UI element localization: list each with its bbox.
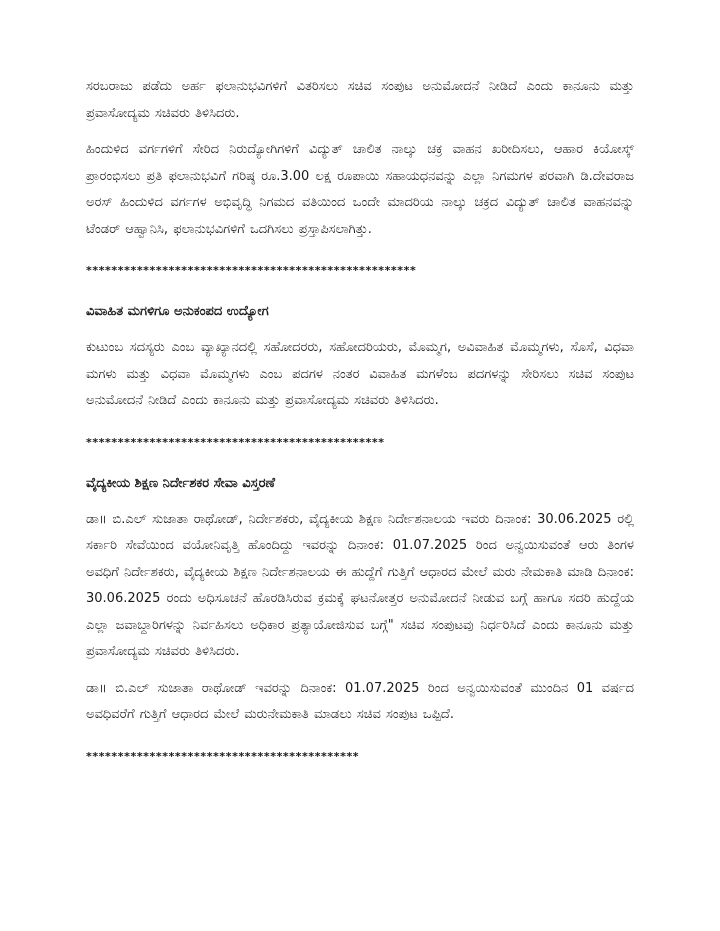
paragraph-one-year-contract: ಡಾ॥ ಬಿ.ಎಲ್ ಸುಜಾತಾ ರಾಥೋಡ್ ಇವರನ್ನು ದಿನಾಂಕ: 01.07.2025 ರಿಂದ ಅನ್ವಯಿಸುವಂತೆ ಮುಂದಿನ 01 ವರ್ಷದ ಅವಧಿವರೆಗೆ ಗುತ್ತಿಗೆ ಆಧಾರದ ಮೇಲೆ ಮರುನೇಮಕಾತಿ ಮಾಡಲು ಸಚಿವ ಸಂಪುಟ ಒಪ್ಪಿದೆ. bbox=[86, 680, 634, 722]
heading-married-daughter-compassionate-job: ವಿವಾಹಿತ ಮಗಳಿಗೂ ಅನುಕಂಪದ ಉದ್ಯೋಗ bbox=[86, 304, 269, 319]
section-separator: **************************************************** bbox=[86, 264, 417, 277]
paragraph-director-reappointment: ಡಾ॥ ಬಿ.ಎಲ್ ಸುಜಾತಾ ರಾಥೋಡ್, ನಿರ್ದೇಶಕರು, ವೈದ್ಯಕೀಯ ಶಿಕ್ಷಣ ನಿರ್ದೇಶನಾಲಯ ಇವರು ದಿನಾಂಕ: 30.06.2025 ರಲ್ಲಿ ಸರ್ಕಾರಿ ಸೇವೆಯಿಂದ ವಯೋನಿವೃತ್ತಿ ಹೊಂದಿದ್ದು ಇವರನ್ನು ದಿನಾಂಕ: 01.07.2025 ರಿಂದ ಅನ್ವಯಿಸುವಂತೆ ಆರು ತಿಂಗಳ ಅವಧಿಗೆ ನಿರ್ದೇಶಕರು, ವೈದ್ಯಕೀಯ ಶಿಕ್ಷಣ ನಿರ್ದೇಶನಾಲಯ ಈ ಹುದ್ದೆಗೆ ಗುತ್ತಿಗೆ ಆಧಾರದ ಮೇಲೆ ಮರು ನೇಮಕಾತಿ ಮಾಡಿ ದಿನಾಂಕ: 30.06.2025 ರಂದು ಅಧಿಸೂಚನೆ ಹೊರಡಿಸಿರುವ ಕ್ರಮಕ್ಕೆ ಘಟನೋತ್ತರ ಅನುಮೋದನೆ ನೀಡುವ ಬಗ್ಗೆ ಹಾಗೂ ಸದರಿ ಹುದ್ದೆಯ ಎಲ್ಲಾ ಜವಾಬ್ದಾರಿಗಳನ್ನು ನಿರ್ವಹಿಸಲು ಅಧಿಕಾರ ಪ್ರತ್ಯಾಯೋಜಿಸುವ ಬಗ್ಗೆ" ಸಚಿವ ಸಂಪುಟವು ನಿರ್ಧರಿಸಿದೆ ಎಂದು ಕಾನೂನು ಮತ್ತು ಪ್ರವಾಸೋದ್ಯಮ ಸಚಿವರು ತಿಳಿಸಿದರು. bbox=[86, 511, 634, 659]
heading-medical-education-director-extension: ವೈದ್ಯಕೀಯ ಶಿಕ್ಷಣ ನಿರ್ದೇಶಕರ ಸೇವಾ ವಿಸ್ತರಣೆ bbox=[86, 475, 275, 491]
section-separator: *********************************************** bbox=[86, 435, 385, 449]
paragraph-family-member-definition: ಕುಟುಂಬ ಸದಸ್ಯರು ಎಂಬ ವ್ಯಾಖ್ಯಾನದಲ್ಲಿ ಸಹೋದರರು, ಸಹೋದರಿಯರು, ಮೊಮ್ಮಗ, ಅವಿವಾಹಿತ ಮೊಮ್ಮಗಳು, ಸೊಸೆ, ವಿಧವಾ ಮಗಳು ಮತ್ತು ವಿಧವಾ ಮೊಮ್ಮಗಳು ಎಂಬ ಪದಗಳ ನಂತರ ವಿವಾಹಿತ ಮಗಳೆಂಬ ಪದಗಳನ್ನು ಸೇರಿಸಲು ಸಚಿವ ಸಂಪುಟ ಅನುಮೋದನೆ ನೀಡಿದೆ ಎಂದು ಕಾನೂನು ಮತ್ತು ಪ್ರವಾಸೋದ್ಯಮ ಸಚಿವರು ತಿಳಿಸಿದರು. bbox=[86, 340, 634, 408]
section-separator: ******************************************* bbox=[86, 749, 360, 763]
paragraph-electric-vehicle-subsidy: ಹಿಂದುಳಿದ ವರ್ಗಗಳಿಗೆ ಸೇರಿದ ನಿರುದ್ಯೋಗಿಗಳಿಗೆ ವಿದ್ಯುತ್ ಚಾಲಿತ ನಾಲ್ಕು ಚಕ್ರ ವಾಹನ ಖರೀದಿಸಲು, ಆಹಾರ ಕಿಯೋಸ್ಕ್ ಪ್ರಾರಂಭಿಸಲು ಪ್ರತಿ ಫಲಾನುಭವಿಗೆ ಗರಿಷ್ಠ ರೂ.3.00 ಲಕ್ಷ ರೂಪಾಯಿ ಸಹಾಯಧನವನ್ನು ಎಲ್ಲಾ ನಿಗಮಗಳ ಪರವಾಗಿ ಡಿ.ದೇವರಾಜ ಅರಸ್ ಹಿಂದುಳಿದ ವರ್ಗಗಳ ಅಭಿವೃದ್ಧಿ ನಿಗಮದ ವತಿಯಿಂದ ಒಂದೇ ಮಾದರಿಯ ನಾಲ್ಕು ಚಕ್ರದ ವಿದ್ಯುತ್ ಚಾಲಿತ ವಾಹನವನ್ನು ಟೆಂಡರ್ ಆಹ್ವಾನಿಸಿ, ಫಲಾನುಭವಿಗಳಿಗೆ ಒದಗಿಸಲು ಪ್ರಸ್ತಾಪಿಸಲಾಗಿತ್ತು. bbox=[86, 142, 634, 237]
paragraph-distribution-approval: ಸರಬರಾಜು ಪಡೆದು ಅರ್ಹ ಫಲಾನುಭವಿಗಳಿಗೆ ವಿತರಿಸಲು ಸಚಿವ ಸಂಪುಟ ಅನುಮೋದನೆ ನೀಡಿದೆ ಎಂದು ಕಾನೂನು ಮತ್ತು ಪ್ರವಾಸೋದ್ಯಮ ಸಚಿವರು ತಿಳಿಸಿದರು. bbox=[86, 79, 634, 121]
